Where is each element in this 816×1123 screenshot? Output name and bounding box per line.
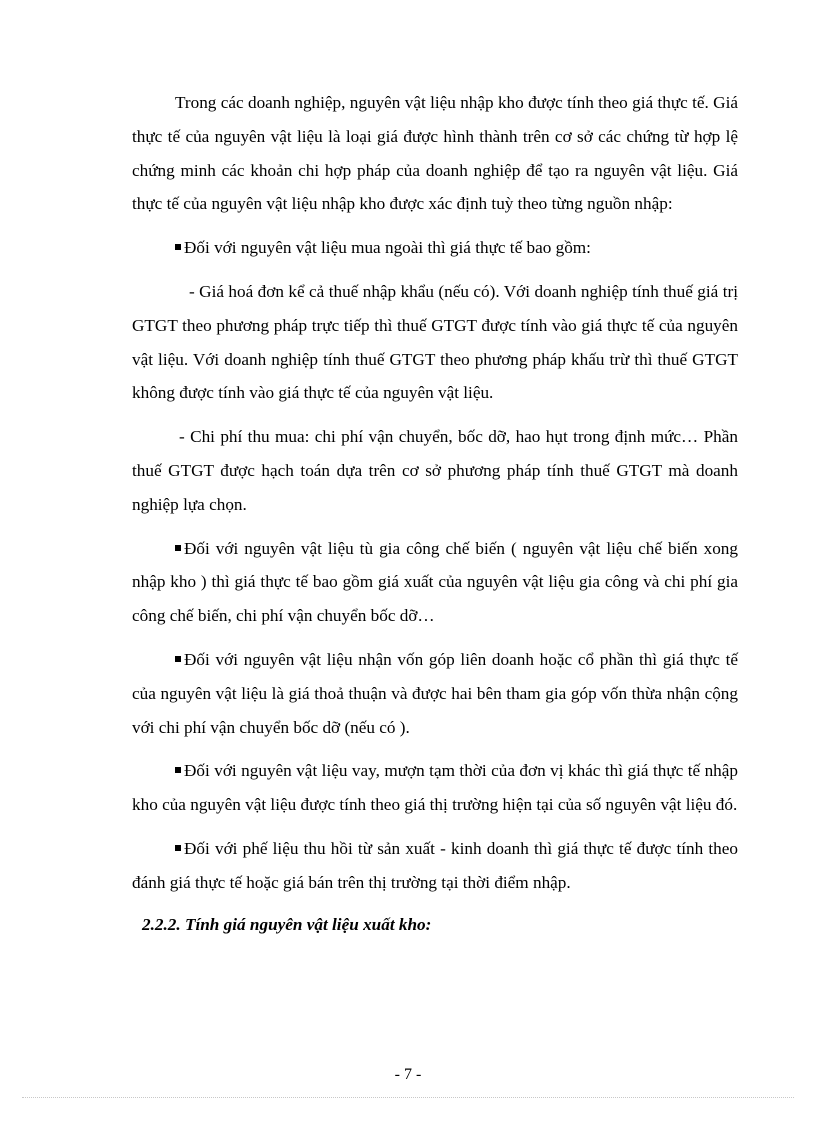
square-bullet-icon xyxy=(175,656,181,662)
square-bullet-icon xyxy=(175,845,181,851)
bullet-text: Đối với nguyên vật liệu mua ngoài thì giá thực tế bao gồm: xyxy=(184,238,591,258)
bullet-paragraph-self-processed xyxy=(132,532,738,633)
bullet-paragraph-capital-contribution xyxy=(132,643,738,744)
bullet-paragraph-purchased xyxy=(132,231,738,265)
bullet-paragraph-scrap xyxy=(132,832,738,900)
square-bullet-icon xyxy=(175,767,181,773)
dash-paragraph-invoice-price: - Giá hoá đơn kể cả thuế nhập khẩu (nếu có). Với doanh nghiệp tính thuế giá trị GTGT theo phương pháp trực tiếp thì thuế GTGT được tính vào giá thực tế của nguyên vật liệu. Với doanh nghiệp tính thuế GTGT theo phương pháp khấu trừ thì thuế GTGT không được tính vào giá thực tế của nguyên vật liệu. xyxy=(132,281,738,403)
page-number: - 7 - xyxy=(394,1066,422,1083)
footer-divider xyxy=(22,1097,794,1098)
dash-paragraph-purchase-costs: - Chi phí thu mua: chi phí vận chuyển, bốc dỡ, hao hụt trong định mức… Phần thuế GTGT được hạch toán dựa trên cơ sở phương pháp tính thuế GTGT mà doanh nghiệp lựa chọn. xyxy=(132,427,738,514)
square-bullet-icon xyxy=(175,244,181,250)
bullet-text: Đối với nguyên vật liệu vay, mượn tạm thời của đơn vị khác thì giá thực tế nhập kho của nguyên vật liệu được tính theo giá thị trường hiện tại của số nguyên vật liệu đó. xyxy=(132,761,738,815)
document-body xyxy=(132,86,738,940)
section-heading: 2.2.2. Tính giá nguyên vật liệu xuất kho: xyxy=(142,914,432,934)
bullet-paragraph-borrowed xyxy=(132,754,738,822)
bullet-text: Đối với phế liệu thu hồi từ sản xuất - kinh doanh thì giá thực tế được tính theo đánh giá thực tế hoặc giá bán trên thị trường tại thời điểm nhập. xyxy=(132,838,738,892)
intro-paragraph: Trong các doanh nghiệp, nguyên vật liệu nhập kho được tính theo giá thực tế. Giá thực tế của nguyên vật liệu là loại giá được hình thành trên cơ sở các chứng từ hợp lệ chứng minh các khoản chi hợp pháp của doanh nghiệp để tạo ra nguyên vật liệu. Giá thực tế của nguyên vật liệu nhập kho được xác định tuỳ theo từng nguồn nhập: xyxy=(132,93,738,214)
square-bullet-icon xyxy=(175,545,181,551)
bullet-text: Đối với nguyên vật liệu nhận vốn góp liên doanh hoặc cổ phần thì giá thực tế của nguyên vật liệu là giá thoả thuận và được hai bên tham gia góp vốn thừa nhận cộng với chi phí vận chuyển bốc dỡ (nếu có ). xyxy=(132,649,738,737)
bullet-text: Đối với nguyên vật liệu tù gia công chế biến ( nguyên vật liệu chế biến xong nhập kho ) thì giá thực tế bao gồm giá xuất của nguyên vật liệu gia công và chi phí gia công chế biến, chi phí vận chuyển bốc dỡ… xyxy=(132,538,738,626)
